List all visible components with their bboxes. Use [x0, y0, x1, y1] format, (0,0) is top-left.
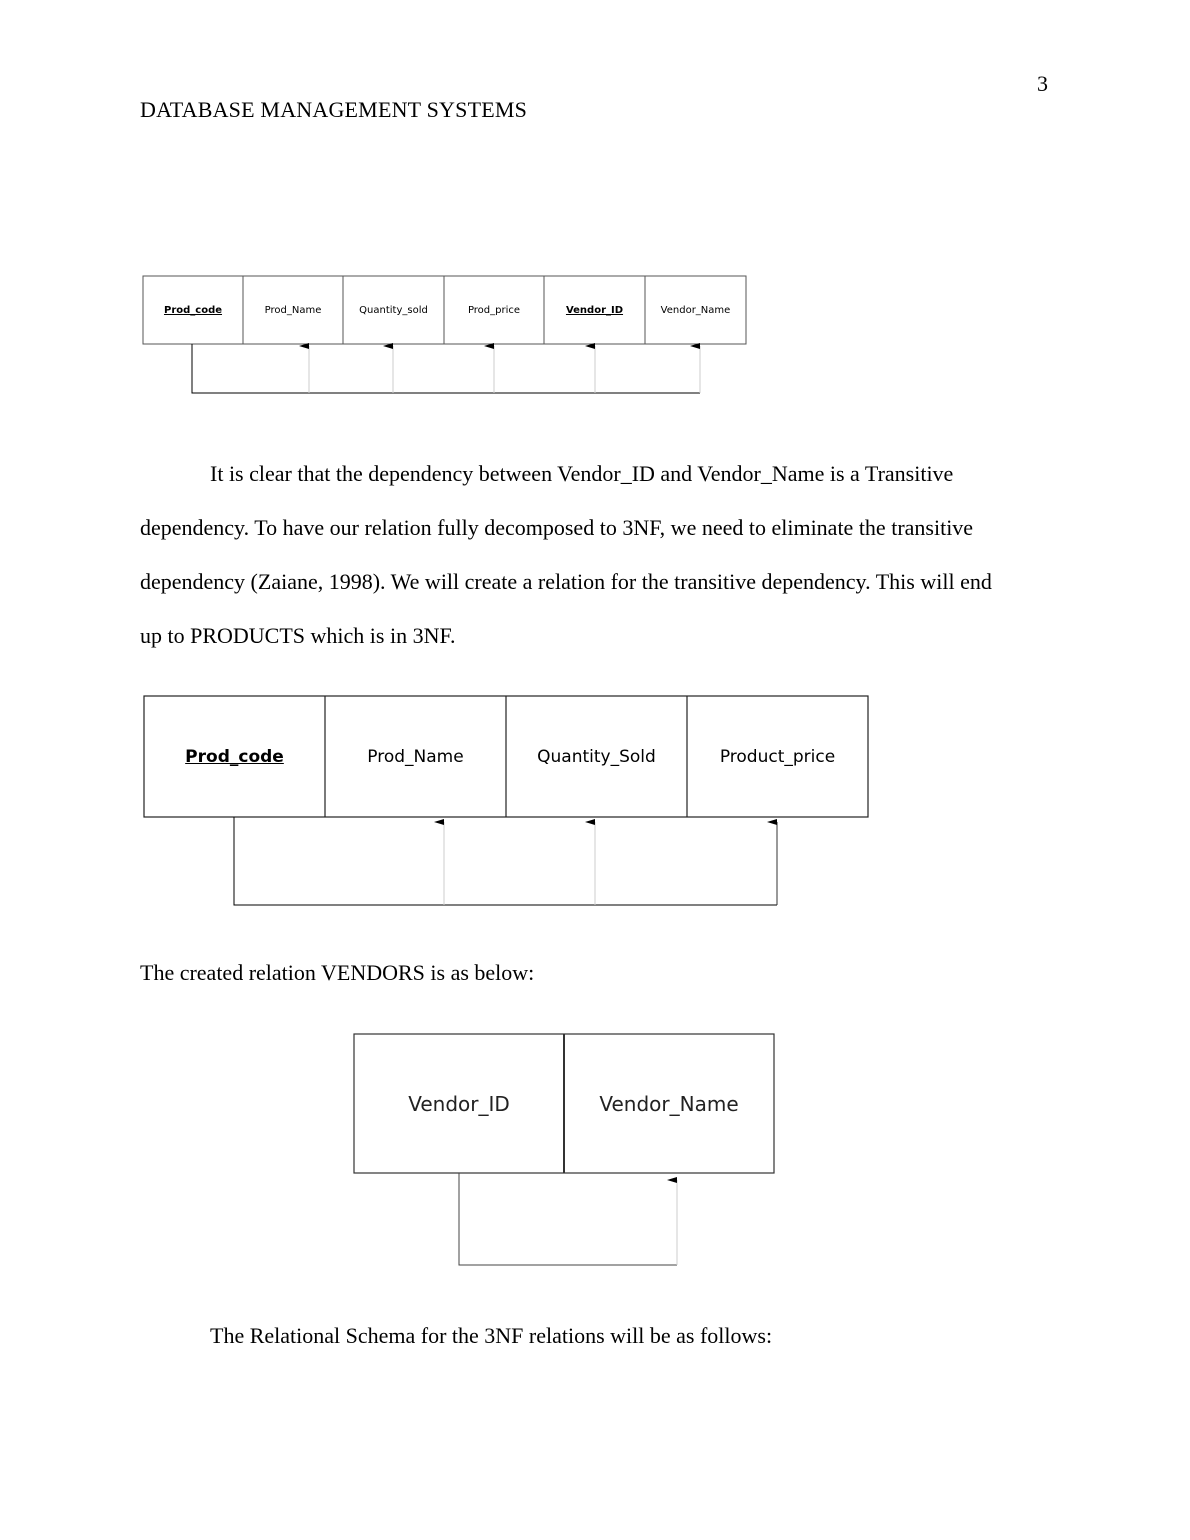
- attribute-prod-code: [143, 276, 243, 344]
- attribute-label: Vendor_ID: [565, 304, 624, 316]
- attribute-vendor-name: [645, 276, 746, 344]
- attribute-label: Vendor_ID: [408, 1091, 510, 1116]
- dependency-arrows-3: [459, 1173, 677, 1265]
- running-head: DATABASE MANAGEMENT SYSTEMS: [140, 97, 528, 122]
- attribute-label: Quantity_sold: [359, 304, 428, 316]
- attribute-label: Prod_Name: [264, 304, 322, 316]
- determinant-line: [192, 344, 700, 393]
- attribute-vendor-name: [564, 1034, 774, 1173]
- attribute-vendor-id: [544, 276, 645, 344]
- attribute-label: Quantity_Sold: [537, 746, 656, 767]
- attribute-label: Vendor_Name: [660, 304, 731, 316]
- attribute-label: Product_price: [719, 746, 836, 767]
- attribute-prod-name: [243, 276, 343, 344]
- attribute-prod-price: [444, 276, 544, 344]
- paragraph-line: up to PRODUCTS which is in 3NF.: [140, 623, 456, 648]
- vendors-intro: The created relation VENDORS is as below:: [140, 960, 535, 985]
- determinant-line: [459, 1173, 677, 1265]
- paragraph-line: It is clear that the dependency between Vendor_ID and Vendor_Name is a Transitive: [210, 461, 954, 486]
- attribute-label: Prod_Name: [367, 746, 464, 767]
- paragraph-line: dependency. To have our relation fully decomposed to 3NF, we need to eliminate the transitive: [140, 515, 974, 540]
- attribute-vendor-id: [354, 1034, 564, 1173]
- attribute-product-price: [687, 696, 868, 817]
- attribute-quantity-sold: [343, 276, 444, 344]
- attribute-prod-code: [144, 696, 325, 817]
- attribute-label: Vendor_Name: [599, 1091, 739, 1116]
- schema-intro: The Relational Schema for the 3NF relations will be as follows:: [210, 1323, 773, 1348]
- paragraph-line: dependency (Zaiane, 1998). We will create a relation for the transitive dependency. This will end: [140, 569, 992, 594]
- dependency-arrows-2: [234, 817, 777, 905]
- determinant-line: [234, 817, 777, 905]
- page-number: 3: [1037, 71, 1048, 96]
- attribute-prod-name: [325, 696, 506, 817]
- attribute-quantity-sold: [506, 696, 687, 817]
- attribute-label: Prod_code: [185, 746, 284, 767]
- dependency-arrows-1: [192, 344, 700, 393]
- attribute-label: Prod_code: [163, 304, 223, 316]
- attribute-label: Prod_price: [467, 304, 521, 316]
